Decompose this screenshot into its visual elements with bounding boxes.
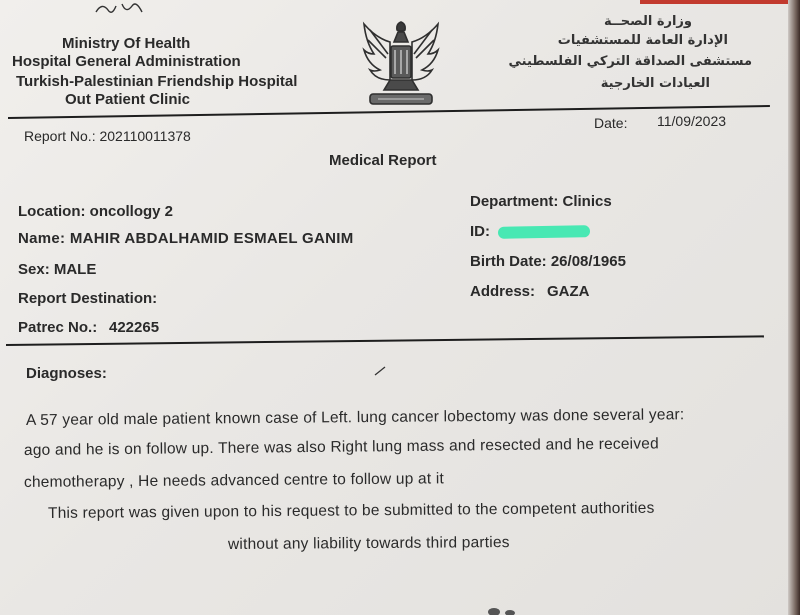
sex-field: Sex: MALE	[18, 261, 97, 278]
pen-mark	[374, 366, 386, 376]
header-hospital: Turkish-Palestinian Friendship Hospital	[16, 73, 298, 90]
date-value: 11/09/2023	[657, 113, 727, 129]
handwritten-scribble	[92, 0, 152, 18]
diagnosis-line-1: A 57 year old male patient known case of Left. lung cancer lobectomy was done several year:	[25, 406, 685, 429]
patrec-value: 422265	[109, 319, 160, 336]
report-number: Report No.: 202110011378	[24, 128, 191, 144]
header-clinic-arabic: العيادات الخارجية	[600, 76, 710, 91]
bottom-ink-marks	[470, 600, 530, 615]
address-label: Address:	[470, 283, 536, 300]
patrec-label: Patrec No.:	[18, 319, 98, 336]
closing-line-2: without any liability towards third parties	[227, 534, 510, 553]
header-administration-arabic: الإدارة العامة للمستشفيات	[557, 33, 728, 48]
header-hospital-arabic: مستشفى الصداقة التركي الفلسطيني	[508, 54, 752, 69]
diagnosis-line-2: ago and he is on follow up. There was also Right lung mass and resected and he received	[23, 435, 659, 459]
paper-edge-shadow	[788, 0, 800, 615]
header-ministry: Ministry Of Health	[62, 35, 191, 52]
report-destination-field: Report Destination:	[18, 290, 158, 307]
date-label: Date:	[594, 115, 628, 131]
report-title: Medical Report	[329, 152, 437, 169]
closing-line-1: This report was given upon to his request to be submitted to the competent authorities	[47, 499, 655, 522]
id-redaction-mark	[498, 225, 590, 239]
birth-date-field: Birth Date: 26/08/1965	[470, 253, 626, 270]
header-ministry-arabic: وزارة الصحــة	[604, 14, 692, 29]
id-label: ID:	[470, 223, 490, 240]
header-clinic: Out Patient Clinic	[65, 91, 191, 108]
header-administration: Hospital General Administration	[12, 53, 241, 70]
department-field: Department: Clinics	[470, 193, 612, 210]
address-value: GAZA	[547, 283, 590, 300]
diagnosis-line-3: chemotherapy , He needs advanced centre to follow up at it	[23, 470, 445, 491]
patient-info-divider	[6, 335, 764, 346]
location-field: Location: oncollogy 2	[18, 203, 174, 220]
eagle-emblem-icon	[360, 16, 442, 110]
name-field: Name: MAHIR ABDALHAMID ESMAEL GANIM	[18, 230, 354, 247]
corner-red-strip	[640, 0, 800, 4]
diagnoses-heading: Diagnoses:	[26, 365, 107, 382]
